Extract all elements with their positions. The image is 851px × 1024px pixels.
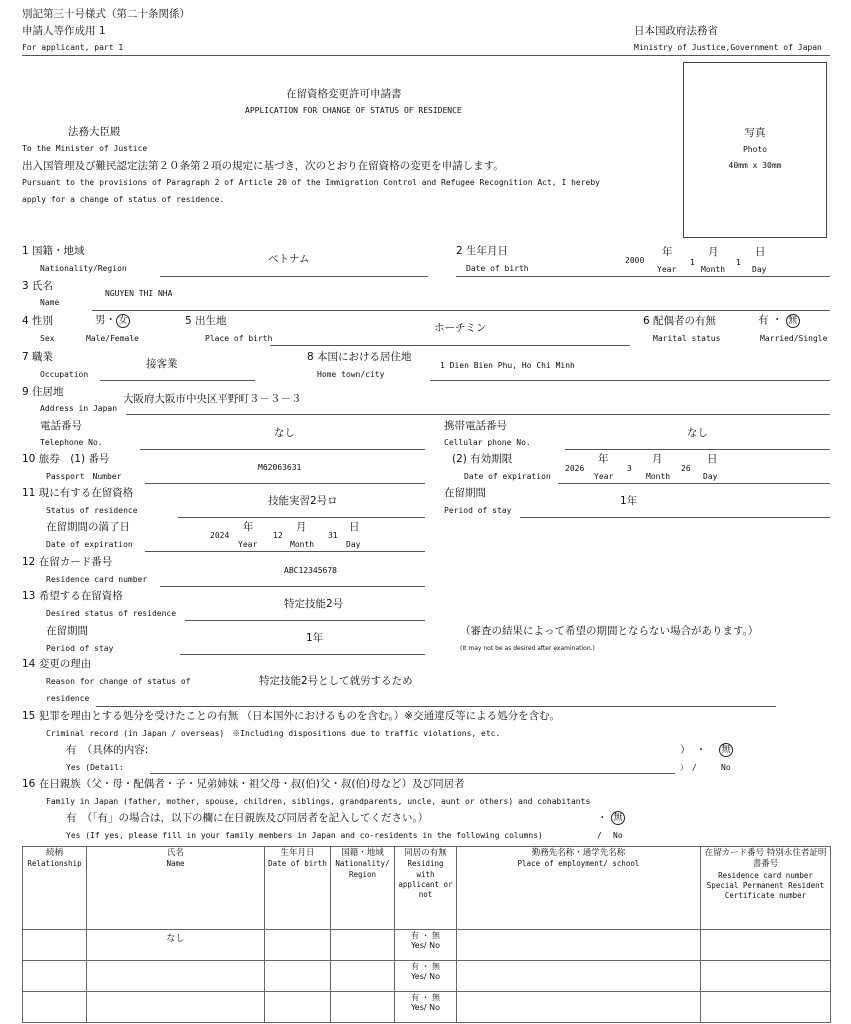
family-yes-en[interactable]: Yes (If yes, please fill in your family members in Japan and co-residents in the following columns) [66, 831, 543, 840]
desired-label-en: Desired status of residence [46, 609, 177, 618]
nationality-label-jp: 1 国籍・地域 [22, 245, 85, 257]
family-no-en: No [613, 831, 623, 840]
photo-label-en: Photo [742, 145, 768, 154]
status-exp-label-en: Date of expiration [46, 540, 133, 549]
photo-label-jp: 写真 [744, 127, 766, 139]
address-label-jp: 9 住居地 [22, 386, 64, 398]
nationality-cell[interactable] [331, 961, 395, 992]
status-exp-day-jp: 日 [349, 521, 360, 533]
family-label-en: Family in Japan (father, mother, spouse, children, siblings, grandparents, uncle, aunt or others) and cohabitants [46, 797, 591, 806]
criminal-label-en: Criminal record (in Japan / overseas) ※Including dispositions due to traffic violations, etc. [46, 729, 501, 738]
ministry-en: Ministry of Justice,Government of Japan [634, 43, 822, 52]
applicant-part-en: For applicant, part 1 [22, 43, 124, 52]
dob-day[interactable]: 1 [736, 258, 741, 267]
criminal-no-en: No [721, 763, 731, 772]
pob-line [270, 345, 630, 346]
occupation-label-en: Occupation [40, 370, 89, 379]
sex-label-en: Sex [40, 334, 55, 343]
marital-label-en: Marital status [653, 334, 721, 343]
residing-cell[interactable]: 有 ・ 無 Yes/ No [395, 961, 457, 992]
dob-month[interactable]: 1 [690, 258, 695, 267]
col-employment: 勤務先名称・通学先名称 Place of employment/ school [457, 847, 701, 930]
status-exp-month-jp: 月 [296, 521, 307, 533]
marital-label-jp: 6 配偶者の有無 [643, 315, 717, 327]
hometown-label-en: Home town/city [317, 370, 385, 379]
reason-value[interactable]: 特定技能2号として就労するため [259, 675, 413, 687]
table-row [23, 992, 831, 1023]
relationship-cell[interactable] [23, 930, 87, 961]
hometown-label-jp: 8 本国における居住地 [307, 351, 412, 363]
addressee-jp: 法務大臣殿 [68, 126, 121, 138]
name-value[interactable]: NGUYEN THI NHA [105, 289, 173, 298]
employment-cell[interactable] [457, 961, 701, 992]
family-no-selected: 無 [611, 811, 625, 825]
current-period-label-en: Period of stay [444, 506, 512, 515]
dob-year-en: Year [657, 265, 677, 274]
occupation-label-jp: 7 職業 [22, 351, 54, 363]
reason-label-jp: 14 変更の理由 [22, 658, 92, 670]
status-exp-year-jp: 年 [243, 521, 254, 533]
dob-day-en: Day [752, 265, 767, 274]
card-label-en: Residence card number [46, 575, 148, 584]
status-exp-line [145, 551, 425, 552]
nationality-label-en: Nationality/Region [40, 264, 127, 273]
desired-period-value[interactable]: 1年 [306, 632, 324, 644]
residing-cell[interactable]: 有 ・ 無 Yes/ No [395, 930, 457, 961]
status-exp-day[interactable]: 31 [328, 531, 338, 540]
sex-options-en: Male/Female [86, 334, 139, 343]
occupation-value[interactable]: 接客業 [146, 358, 178, 370]
header-divider [22, 55, 830, 56]
address-line [126, 414, 830, 415]
current-period-label-jp: 在留期間 [444, 487, 486, 499]
dob-cell[interactable] [265, 961, 331, 992]
name-label-jp: 3 氏名 [22, 280, 54, 292]
passport-exp-year-jp: 年 [598, 453, 609, 465]
dob-line [456, 276, 830, 277]
passport-exp-year[interactable]: 2026 [565, 464, 585, 473]
status-exp-day-en: Day [346, 540, 361, 549]
dob-month-en: Month [701, 265, 726, 274]
pob-value[interactable]: ホーチミン [434, 322, 487, 334]
desired-note-jp: （審査の結果によって希望の期間とならない場合があります。） [460, 625, 759, 637]
passport-label-en: Passport Number [46, 472, 122, 481]
dob-day-jp: 日 [755, 246, 766, 258]
nationality-line [160, 276, 428, 277]
col-card-number: 在留カード番号 特別永住者証明書番号 Residence card number Special Permanent Resident Certificate number [701, 847, 831, 930]
criminal-detail-line [150, 773, 675, 774]
sex-male: 男 [95, 314, 106, 326]
dob-year[interactable]: 2000 [625, 256, 645, 265]
criminal-yes-en[interactable]: Yes (Detail: [66, 763, 124, 772]
marital-no-selected: 無 [786, 314, 800, 328]
statement-en-1: Pursuant to the provisions of Paragraph 2 of Article 20 of the Immigration Control and Refugee Recognition Act, I hereby [22, 178, 600, 187]
pob-label-en: Place of birth [205, 334, 273, 343]
col-relationship: 続柄 Relationship [23, 847, 87, 930]
col-name: 氏名 Name [87, 847, 265, 930]
occupation-line [100, 380, 255, 381]
status-line [178, 517, 425, 518]
nationality-cell[interactable] [331, 930, 395, 961]
passport-exp-month[interactable]: 3 [627, 464, 632, 473]
current-period-value[interactable]: 1年 [620, 495, 638, 507]
form-number: 別記第三十号様式（第二十条関係） [22, 8, 190, 20]
ministry-jp: 日本国政府法務省 [634, 25, 718, 37]
cellular-label-en: Cellular phone No. [444, 438, 531, 447]
card-number-cell[interactable] [701, 930, 831, 961]
title-jp: 在留資格変更許可申請書 [286, 88, 402, 100]
telephone-label-en: Telephone No. [40, 438, 103, 447]
sex-separator: ・ [105, 314, 116, 326]
cellular-label-jp: 携帯電話番号 [444, 420, 507, 432]
card-label-jp: 12 在留カード番号 [22, 556, 113, 568]
criminal-label-jp: 15 犯罪を理由とする処分を受けたことの有無 （日本国外におけるものを含む。）※交通違反等による処分を含む。 [22, 710, 561, 722]
name-label-en: Name [40, 298, 60, 307]
photo-size: 40mm x 30mm [728, 161, 782, 170]
nationality-cell[interactable] [331, 992, 395, 1023]
name-cell[interactable] [87, 992, 265, 1023]
marital-yes: 有 [758, 314, 769, 326]
dob-label-jp: 2 生年月日 [456, 245, 509, 257]
table-row [23, 930, 831, 961]
desired-label-jp: 13 希望する在留資格 [22, 590, 123, 602]
reason-label-en-2: residence [46, 694, 90, 703]
address-value[interactable]: 大阪府大阪市中央区平野町３－３－３ [123, 393, 302, 405]
passport-exp-year-en: Year [594, 472, 614, 481]
status-label-jp: 11 現に有する在留資格 [22, 487, 134, 499]
desired-line [185, 620, 425, 621]
name-line [92, 310, 830, 311]
telephone-value[interactable]: なし [274, 427, 295, 439]
marital-options-en: Married/Single [760, 334, 828, 343]
cellular-value[interactable]: なし [687, 427, 708, 439]
family-table-header-row [23, 847, 831, 930]
col-dob: 生年月日 Date of birth [265, 847, 331, 930]
statement-en-2: apply for a change of status of residence. [22, 195, 225, 204]
passport-label-jp: 10 旅券 (1) 番号 [22, 453, 110, 465]
marital-options-jp[interactable] [758, 314, 800, 328]
employment-cell[interactable] [457, 992, 701, 1023]
address-label-en: Address in Japan [40, 404, 118, 413]
family-no-jp[interactable] [611, 811, 625, 825]
dob-month-jp: 月 [708, 246, 719, 258]
title-en: APPLICATION FOR CHANGE OF STATUS OF RESIDENCE [245, 106, 462, 115]
passport-line [145, 483, 425, 484]
family-yes-jp[interactable]: 有 （「有」の場合は，以下の欄に在日親族及び同居者を記入してください。） [66, 812, 429, 824]
hometown-value[interactable]: 1 Dien Bien Phu, Ho Chi Minh [440, 361, 575, 370]
passport-exp-day-en: Day [703, 472, 718, 481]
marital-separator: ・ [771, 314, 783, 326]
criminal-close-en: ） / [680, 763, 697, 772]
employment-cell[interactable] [457, 930, 701, 961]
family-table [22, 846, 831, 1023]
dob-label-en: Date of birth [466, 264, 529, 273]
dob-cell[interactable] [265, 992, 331, 1023]
table-row [23, 961, 831, 992]
desired-period-line [180, 654, 425, 655]
desired-value[interactable]: 特定技能2号 [284, 598, 344, 610]
passport-exp-label-en: Date of expiration [464, 472, 551, 481]
criminal-close-jp: ） ・ [680, 744, 707, 756]
desired-period-label-en: Period of stay [46, 644, 114, 653]
col-residing: 同居の有無 Residing with applicant or not [395, 847, 457, 930]
status-exp-month-en: Month [290, 540, 315, 549]
family-separator-en: / [597, 831, 602, 840]
reason-line [96, 706, 776, 707]
family-separator-jp: ・ [597, 812, 608, 824]
residing-cell[interactable]: 有 ・ 無 Yes/ No [395, 992, 457, 1023]
passport-exp-day[interactable]: 26 [681, 464, 691, 473]
telephone-label-jp: 電話番号 [40, 420, 82, 432]
passport-exp-day-jp: 日 [707, 453, 718, 465]
dob-year-jp: 年 [662, 246, 673, 258]
current-period-line [520, 517, 830, 518]
sex-label-jp: 4 性別 [22, 315, 54, 327]
sex-options-jp[interactable] [95, 314, 130, 328]
status-value[interactable]: 技能実習2号ロ [268, 495, 338, 507]
passport-exp-month-en: Month [646, 472, 671, 481]
criminal-no-jp[interactable] [719, 743, 733, 757]
dob-cell[interactable] [265, 930, 331, 961]
status-label-en: Status of residence [46, 506, 138, 515]
desired-period-label-jp: 在留期間 [46, 625, 88, 637]
status-exp-year[interactable]: 2024 [210, 531, 230, 540]
col-nationality: 国籍・地域 Nationality/ Region [331, 847, 395, 930]
applicant-part-jp: 申請人等作成用 1 [22, 25, 106, 37]
pob-label-jp: 5 出生地 [185, 315, 227, 327]
status-exp-label-jp: 在留期間の満了日 [46, 521, 130, 533]
telephone-line [140, 449, 425, 450]
passport-number[interactable]: M62063631 [258, 463, 302, 472]
passport-exp-label-jp: (2) 有効期限 [452, 453, 513, 465]
sex-female-selected: 女 [116, 314, 130, 328]
name-cell[interactable]: なし [87, 930, 265, 961]
statement-jp: 出入国管理及び難民認定法第２０条第２項の規定に基づき，次のとおり在留資格の変更を申請します。 [22, 160, 504, 172]
passport-exp-line [558, 483, 830, 484]
status-exp-year-en: Year [238, 540, 258, 549]
status-exp-month[interactable]: 12 [273, 531, 283, 540]
passport-exp-month-jp: 月 [652, 453, 663, 465]
reason-label-en-1: Reason for change of status of [46, 677, 191, 686]
hometown-line [430, 380, 830, 381]
relationship-cell[interactable] [23, 992, 87, 1023]
card-line [160, 586, 425, 587]
name-cell[interactable] [87, 961, 265, 992]
card-number-cell[interactable] [701, 992, 831, 1023]
cellular-line [565, 449, 830, 450]
nationality-value[interactable]: ベトナム [268, 253, 310, 265]
card-number-cell[interactable] [701, 961, 831, 992]
desired-note-en: (It may not be as desired after examination.) [460, 645, 595, 652]
photo-box[interactable] [683, 62, 827, 238]
criminal-yes-jp[interactable]: 有 （具体的内容: [66, 744, 149, 756]
addressee-en: To the Minister of Justice [22, 144, 148, 153]
relationship-cell[interactable] [23, 961, 87, 992]
card-value[interactable]: ABC12345678 [284, 566, 337, 575]
family-label-jp: 16 在日親族（父・母・配偶者・子・兄弟姉妹・祖父母・叔(伯)父・叔(伯)母など）及び同居者 [22, 778, 465, 790]
criminal-no-selected: 無 [719, 743, 733, 757]
